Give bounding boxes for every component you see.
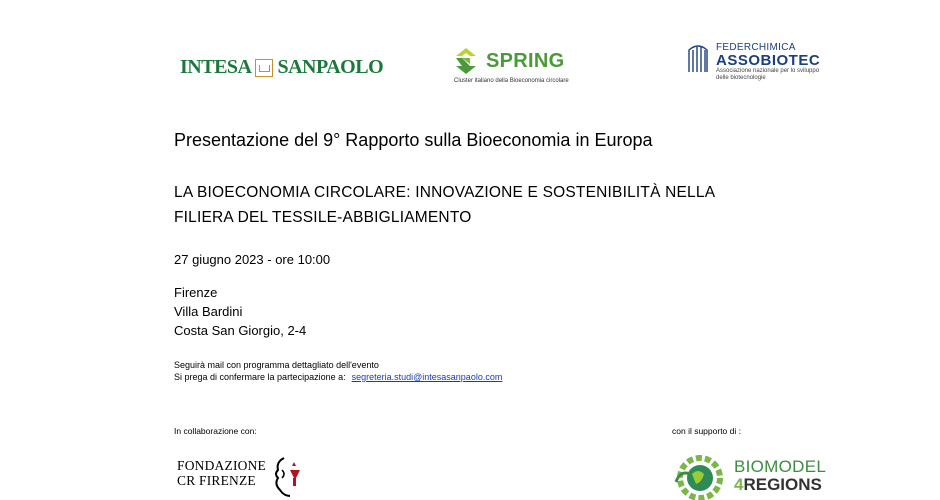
support-label: con il supporto di : [672, 426, 741, 436]
biomodel-number: 4 [734, 475, 744, 494]
document-subtitle [174, 180, 834, 230]
federchimica-logo [686, 42, 826, 82]
note-line-1: Seguirà mail con programma dettagliato dell'evento [174, 360, 379, 370]
collaboration-label: In collaborazione con: [174, 426, 257, 436]
intesa-emblem-icon [255, 59, 273, 77]
note-confirm-text: Si prega di confermare la partecipazione a: [174, 372, 346, 382]
place-city: Firenze [174, 285, 218, 300]
note-line-2 [174, 371, 502, 383]
biomodel-gear-globe-icon [672, 452, 728, 500]
fondazione-line1: FONDAZIONE [177, 458, 266, 473]
fondazione-emblem-icon [270, 456, 304, 498]
fondazione-line2: CR FIRENZE [177, 473, 256, 488]
federchimica-line2: ASSOBIOTEC [716, 52, 821, 69]
spring-name: SPRING [486, 49, 565, 72]
subtitle-line-1: LA BIOECONOMIA CIRCOLARE: INNOVAZIONE E SOSTENIBILITÀ NELLA [174, 184, 716, 201]
spring-emblem-icon [452, 46, 480, 76]
spring-logo [452, 46, 569, 84]
biomodel-line1: BIOMODEL [734, 457, 827, 476]
rsvp-email-link[interactable]: segreteria.studi@intesasanpaolo.com [351, 372, 503, 382]
event-date: 27 giugno 2023 - ore 10:00 [174, 252, 331, 267]
fondazione-cr-firenze-logo [177, 458, 304, 498]
biomodel-line2 [734, 476, 826, 494]
intesa-right-text: SANPAOLO [277, 56, 384, 78]
federchimica-line3: Associazione nazionale per lo sviluppo delle biotecnologie [716, 68, 820, 81]
event-place [174, 283, 306, 340]
place-address: Costa San Giorgio, 2-4 [174, 323, 307, 338]
intesa-left-text: INTESA [180, 56, 252, 78]
event-note [174, 359, 502, 383]
biomodel-4regions-logo [672, 452, 826, 500]
document-title: Presentazione del 9° Rapporto sulla Bioeconomia in Europa [174, 130, 653, 150]
federchimica-line1: FEDERCHIMICA [716, 42, 796, 53]
subtitle-line-2: FILIERA DEL TESSILE-ABBIGLIAMENTO [174, 209, 472, 226]
federchimica-emblem-icon [686, 42, 710, 74]
spring-subtitle: Cluster italiano della Bioeconomia circolare [454, 78, 569, 84]
biomodel-regions-text: REGIONS [743, 475, 822, 494]
intesa-sanpaolo-logo [180, 56, 383, 79]
place-venue: Villa Bardini [174, 304, 243, 319]
